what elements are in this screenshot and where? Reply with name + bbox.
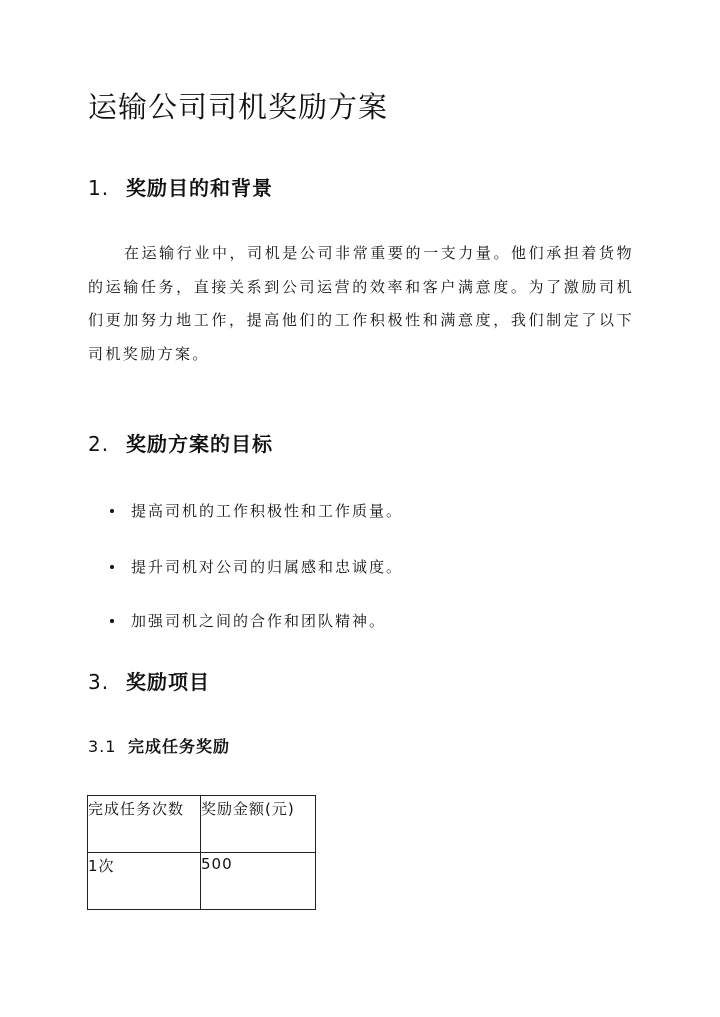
section-number: 3. xyxy=(88,670,110,694)
section-title: 奖励方案的目标 xyxy=(126,432,273,456)
table-cell: 1次 xyxy=(88,853,201,910)
bullet-icon xyxy=(110,509,114,513)
table-header-row xyxy=(88,796,316,853)
subsection-number: 3.1 xyxy=(88,737,117,756)
list-item-text: 提升司机对公司的归属感和忠诚度。 xyxy=(131,558,404,576)
list-item-text: 加强司机之间的合作和团队精神。 xyxy=(131,612,387,630)
section-heading-3 xyxy=(88,667,210,697)
section-heading-1 xyxy=(88,173,273,203)
table-cell: 500 xyxy=(201,853,316,910)
bullet-icon xyxy=(110,565,114,569)
section-title: 奖励项目 xyxy=(126,670,210,694)
bullet-icon xyxy=(110,619,114,623)
section-number: 2. xyxy=(88,432,110,456)
list-item-text: 提高司机的工作积极性和工作质量。 xyxy=(131,502,404,520)
section-heading-2 xyxy=(88,429,273,459)
document-title: 运输公司司机奖励方案 xyxy=(88,90,389,124)
subsection-heading xyxy=(88,734,230,760)
table-header-cell: 完成任务次数 xyxy=(88,796,201,853)
reward-table xyxy=(87,795,316,910)
table-header-cell: 奖励金额(元) xyxy=(201,796,316,853)
subsection-title: 完成任务奖励 xyxy=(128,737,231,756)
section-title: 奖励目的和背景 xyxy=(126,176,273,200)
table-row xyxy=(88,853,316,910)
intro-paragraph: 在运输行业中，司机是公司非常重要的一支力量。他们承担着货物的运输任务，直接关系到公司运营的效率和客户满意度。为了激励司机们更加努力地工作，提高他们的工作积极性和满意度，我们制定了以下司机奖励方案。 xyxy=(88,244,634,363)
section-number: 1. xyxy=(88,176,110,200)
